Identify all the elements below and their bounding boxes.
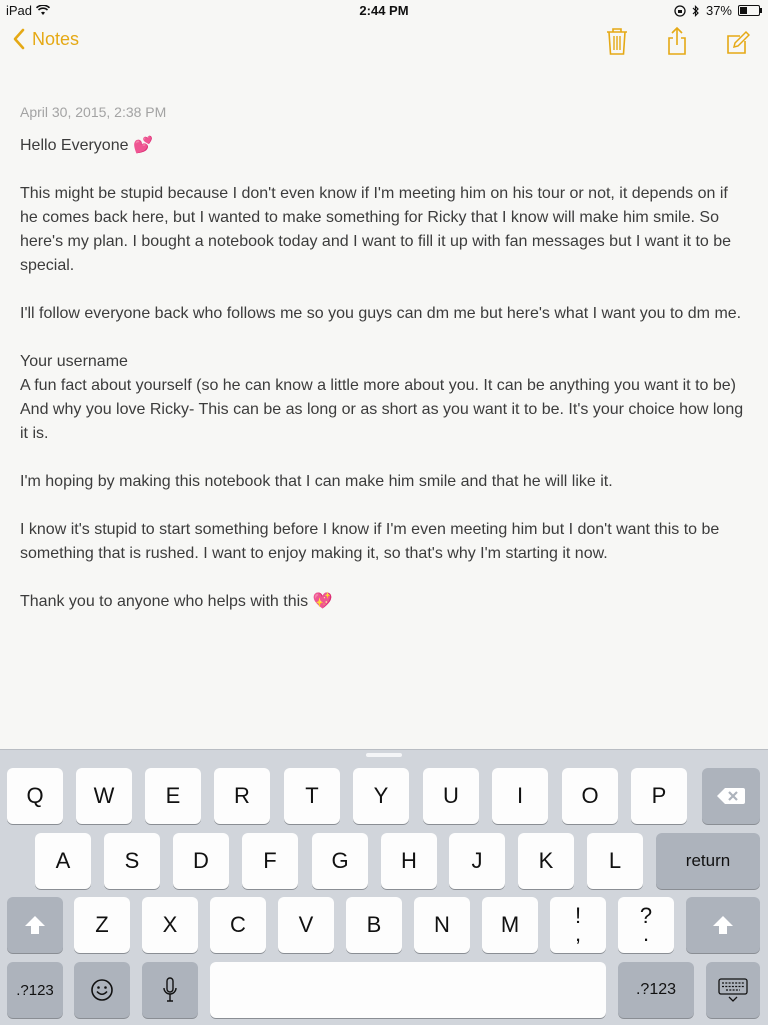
nav-bar: [0, 20, 768, 64]
note-list-item: And why you love Ricky- This can be as long or as short as you want it to be. It's your choice how long it is.: [20, 401, 744, 442]
key-f[interactable]: F: [242, 833, 298, 889]
device-name: iPad: [6, 3, 33, 18]
battery-fill: [740, 7, 747, 14]
return-key[interactable]: return: [656, 833, 760, 889]
emoji-key[interactable]: [74, 962, 130, 1018]
key-v[interactable]: V: [278, 897, 334, 953]
shift-key-left[interactable]: [7, 897, 63, 953]
hide-keyboard-key[interactable]: [706, 962, 760, 1018]
dictation-key[interactable]: [142, 962, 198, 1018]
keyboard: [0, 749, 768, 1025]
key-b[interactable]: B: [346, 897, 402, 953]
keyboard-handle[interactable]: [366, 753, 402, 757]
keyboard-dismiss-icon: [718, 978, 748, 1002]
numbers-key-left[interactable]: .?123: [7, 962, 63, 1018]
key-e[interactable]: E: [145, 768, 201, 824]
key-a[interactable]: A: [35, 833, 91, 889]
key-exclaim: !: [574, 903, 582, 928]
back-label: Notes: [32, 28, 80, 49]
key-z[interactable]: Z: [74, 897, 130, 953]
key-s[interactable]: S: [104, 833, 160, 889]
status-right: [674, 3, 760, 18]
back-button[interactable]: [12, 28, 79, 50]
key-y[interactable]: Y: [353, 768, 409, 824]
note-paragraph-3: I'm hoping by making this notebook that I can make him smile and that he will like it.: [20, 473, 613, 490]
note-paragraph-2: I'll follow everyone back who follows me so you guys can dm me but here's what I want you to dm me.: [20, 305, 742, 322]
shift-icon: [712, 915, 734, 935]
share-icon[interactable]: [664, 26, 690, 56]
note-paragraph-1: This might be stupid because I don't even know if I'm meeting him on his tour or not, it depends on if he comes back here, but I wanted to make something for Ricky that I know will make him smile. So here's my plan. I bought a notebook today and I want to fill it up with fan messages but I want it to be special.: [20, 185, 732, 274]
emoji-icon: [90, 978, 114, 1002]
note-date: April 30, 2015, 2:38 PM: [20, 104, 167, 120]
key-r[interactable]: R: [214, 768, 270, 824]
backspace-icon: [716, 786, 746, 806]
note-list-item: Your username: [20, 353, 128, 370]
key-l[interactable]: L: [587, 833, 643, 889]
note-greeting: Hello Everyone 💕: [20, 137, 153, 154]
key-u[interactable]: U: [423, 768, 479, 824]
key-exclaim-comma[interactable]: [550, 897, 606, 953]
key-period: .: [642, 921, 650, 946]
key-w[interactable]: W: [76, 768, 132, 824]
battery-percent: 37%: [705, 3, 732, 18]
chevron-left-icon: [12, 28, 26, 50]
compose-icon[interactable]: [724, 26, 750, 56]
key-d[interactable]: D: [173, 833, 229, 889]
key-n[interactable]: N: [414, 897, 470, 953]
note-body[interactable]: [20, 134, 750, 614]
key-h[interactable]: H: [381, 833, 437, 889]
key-k[interactable]: K: [518, 833, 574, 889]
status-time: 2:44 PM: [359, 3, 409, 18]
key-q[interactable]: Q: [7, 768, 63, 824]
nav-actions: [604, 26, 750, 56]
bluetooth-icon: [692, 5, 700, 17]
key-t[interactable]: T: [284, 768, 340, 824]
shift-icon: [24, 915, 46, 935]
battery-icon: [738, 5, 760, 16]
key-j[interactable]: J: [449, 833, 505, 889]
key-question-period[interactable]: [618, 897, 674, 953]
note-paragraph-5: Thank you to anyone who helps with this 💖: [20, 593, 333, 610]
rotation-lock-icon: [674, 5, 686, 17]
status-bar: [0, 0, 768, 20]
shift-key-right[interactable]: [686, 897, 760, 953]
key-question: ?: [639, 903, 653, 928]
key-m[interactable]: M: [482, 897, 538, 953]
key-c[interactable]: C: [210, 897, 266, 953]
key-g[interactable]: G: [312, 833, 368, 889]
key-comma: ,: [574, 921, 582, 946]
key-o[interactable]: O: [562, 768, 618, 824]
trash-icon[interactable]: [604, 26, 630, 56]
numbers-key-right[interactable]: .?123: [618, 962, 694, 1018]
key-p[interactable]: P: [631, 768, 687, 824]
note-paragraph-4: I know it's stupid to start something before I know if I'm even meeting him but I don't want this to be something that is rushed. I want to enjoy making it, so that's why I'm starting it now.: [20, 521, 720, 562]
space-bar[interactable]: [210, 962, 606, 1018]
delete-key[interactable]: [702, 768, 760, 824]
microphone-icon: [162, 977, 178, 1003]
note-list-item: A fun fact about yourself (so he can know a little more about you. It can be anything you want it to be): [20, 377, 736, 394]
note-content[interactable]: [20, 104, 750, 638]
key-x[interactable]: X: [142, 897, 198, 953]
key-i[interactable]: I: [492, 768, 548, 824]
